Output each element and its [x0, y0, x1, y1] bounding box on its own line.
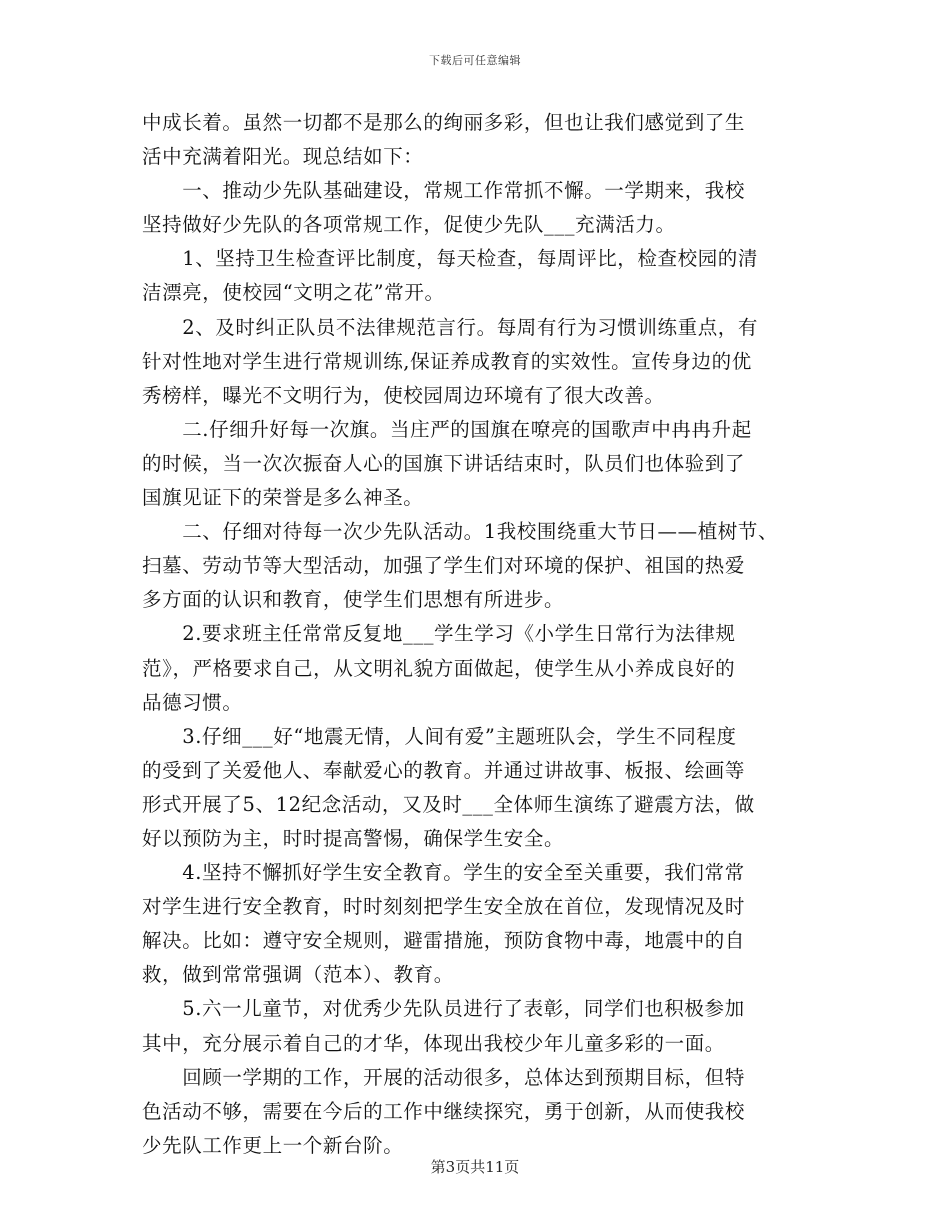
text-line: 多方面的认识和教育，使学生们思想有所进步。 — [142, 588, 565, 612]
text-line: 洁漂亮，使校园“文明之花”常开。 — [142, 281, 445, 305]
text-line: 二、仔细对待每一次少先队活动。1我校围绕重大节日——植树节、 — [142, 520, 779, 544]
text-line: 范》，严格要求自己，从文明礼貌方面做起，使学生从小养成良好的 — [142, 656, 736, 680]
page-number: 第3页共11页 — [430, 1158, 520, 1176]
text-line: 扫墓、劳动节等大型活动，加强了学生们对环境的保护、祖国的热爱 — [142, 554, 746, 578]
text-line: 品德习惯。 — [142, 690, 243, 714]
text-line: 的受到了关爱他人、奉献爱心的教育。并通过讲故事、板报、绘画等 — [142, 758, 746, 782]
text-line: 解决。比如：遵守安全规则，避雷措施，预防食物中毒，地震中的自 — [142, 929, 746, 953]
text-line: 国旗见证下的荣誉是多么神圣。 — [142, 486, 424, 510]
text-line: 一、推动少先队基础建设，常规工作常抓不懈。一学期来，我校 — [142, 179, 746, 203]
text-line: 秀榜样，曝光不文明行为，使校园周边环境有了很大改善。 — [142, 383, 665, 407]
text-line: 2、及时纠正队员不法律规范言行。每周有行为习惯训练重点，有 — [142, 315, 759, 339]
text-line: 形式开展了5、12纪念活动，又及时___全体师生演练了避震方法，做 — [142, 792, 755, 816]
text-line: 坚持做好少先队的各项常规工作，促使少先队___充满活力。 — [142, 213, 676, 237]
text-line: 色活动不够，需要在今后的工作中继续探究，勇于创新，从而使我校 — [142, 1099, 746, 1123]
text-line: 救，做到常常强调（范本）、教育。 — [142, 963, 454, 987]
text-line: 回顾一学期的工作，开展的活动很多，总体达到预期目标，但特 — [142, 1065, 746, 1089]
text-line: 二.仔细升好每一次旗。当庄严的国旗在嘹亮的国歌声中冉冉升起 — [142, 417, 752, 441]
text-line: 活中充满着阳光。现总结如下： — [142, 145, 424, 169]
text-line: 的时候，当一次次振奋人心的国旗下讲话结束时，队员们也体验到了 — [142, 451, 746, 475]
text-line: 4.坚持不懈抓好学生安全教育。学生的安全至关重要，我们常常 — [142, 861, 745, 885]
document-body — [142, 106, 822, 1163]
text-line: 5.六一儿童节，对优秀少先队员进行了表彰，同学们也积极参加 — [142, 997, 745, 1021]
page-header: 下载后可任意编辑 — [429, 54, 521, 67]
text-line: 少先队工作更上一个新台阶。 — [142, 1133, 404, 1157]
text-line: 好以预防为主，时时提高警惕，确保学生安全。 — [142, 826, 565, 850]
text-line: 1、坚持卫生检查评比制度，每天检查，每周评比，检查校园的清 — [142, 247, 759, 271]
text-line: 3.仔细___好“地震无情，人间有爱”主题班队会，学生不同程度 — [142, 724, 737, 748]
text-line: 2.要求班主任常常反复地___学生学习《小学生日常行为法律规 — [142, 622, 736, 646]
text-line: 其中，充分展示着自己的才华，体现出我校少年儿童多彩的一面。 — [142, 1031, 725, 1055]
text-line: 中成长着。虽然一切都不是那么的绚丽多彩，但也让我们感觉到了生 — [142, 111, 746, 134]
text-line: 对学生进行安全教育，时时刻刻把学生安全放在首位，发现情况及时 — [142, 895, 746, 919]
text-line: 针对性地对学生进行常规训练,保证养成教育的实效性。宣传身边的优 — [142, 349, 752, 373]
